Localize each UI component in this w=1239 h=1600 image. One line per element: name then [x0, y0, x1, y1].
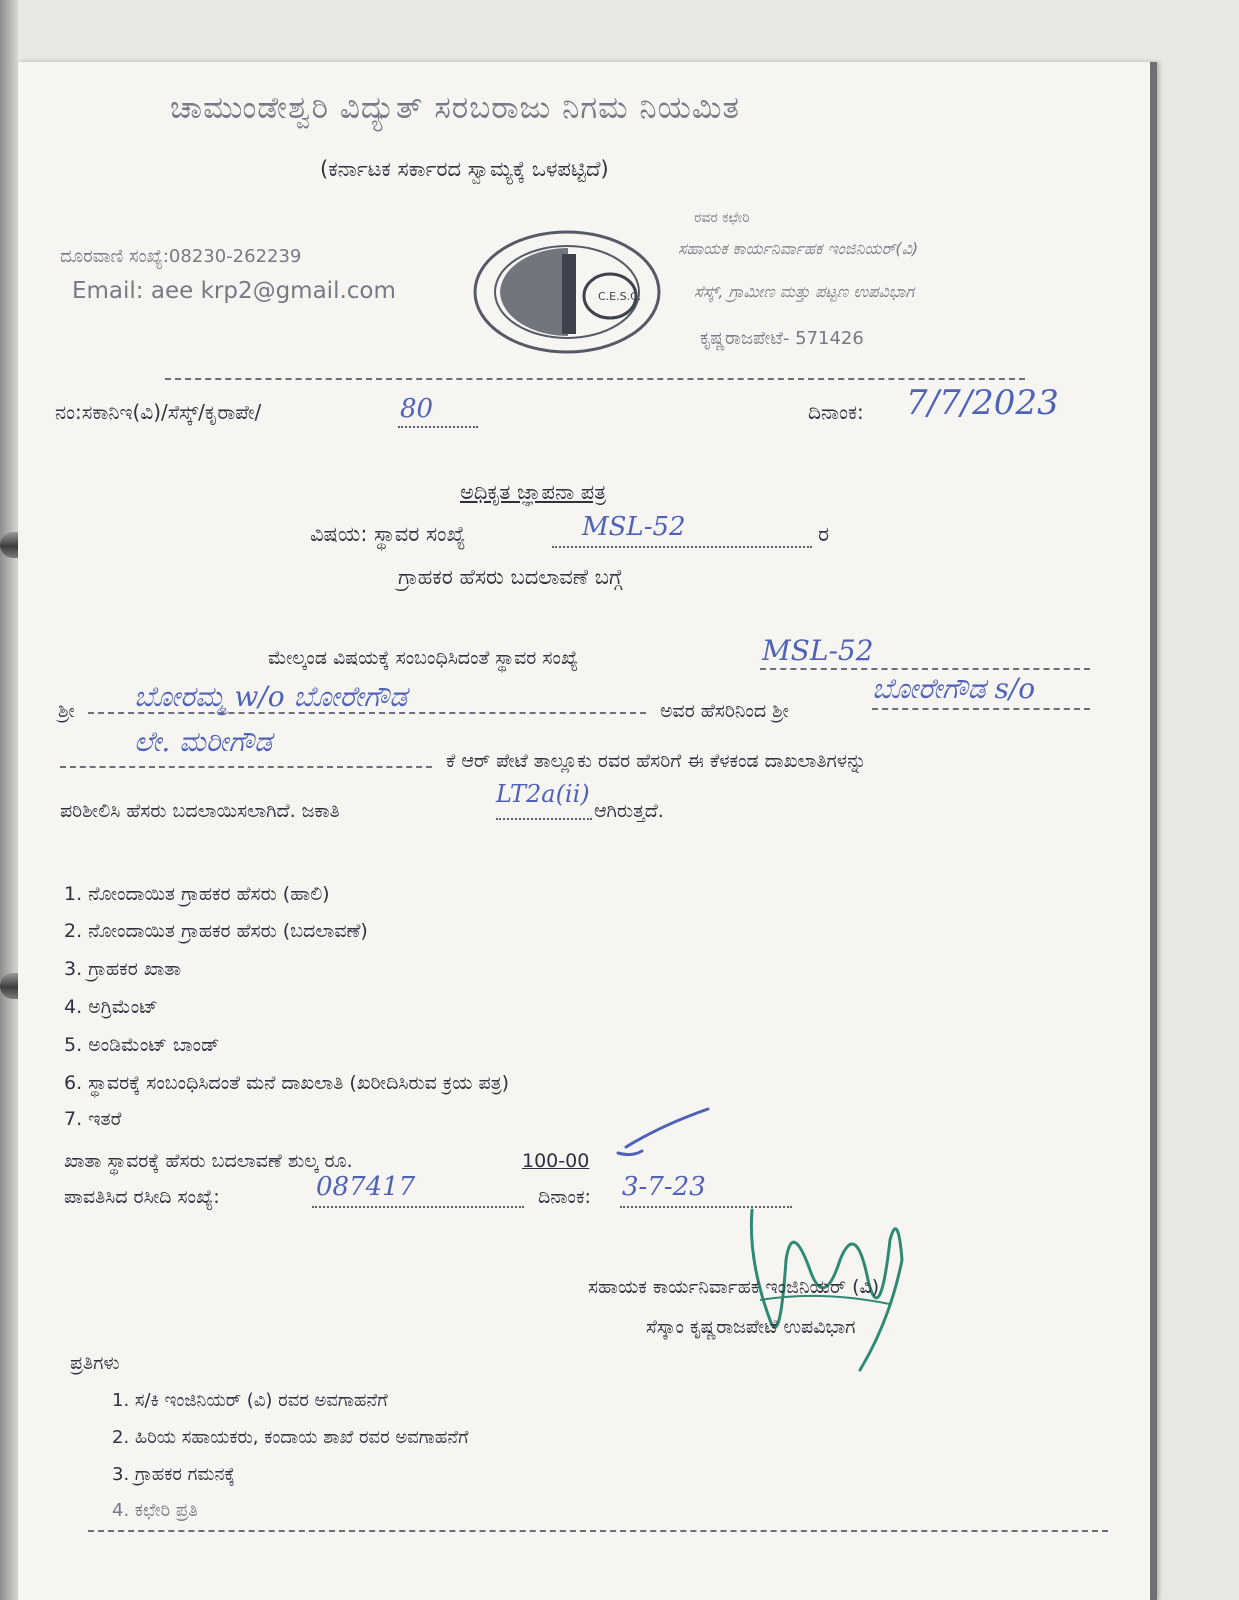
receipt-label: ಪಾವತಿಸಿದ ರಸೀದಿ ಸಂಖ್ಯೆ: [64, 1186, 220, 1208]
body-middle-text: ಅವರ ಹೆಸರಿನಿಂದ ಶ್ರೀ [660, 700, 789, 722]
copy-item: 4. ಕಛೇರಿ ಪ್ರತಿ [112, 1500, 198, 1521]
new-name-2-dash [60, 766, 432, 768]
body-line-3-start: ಪರಿಶೀಲಿಸಿ ಹೆಸರು ಬದಲಾಯಿಸಲಾಗಿದೆ. ಜಕಾತಿ [60, 800, 340, 822]
org-name: ಚಾಮುಂಡೇಶ್ವರಿ ವಿದ್ಯುತ್ ಸರಬರಾಜು ನಿಗಮ ನಿಯಮಿತ [170, 90, 740, 126]
body-line-1-dash [760, 668, 1090, 670]
receipt-dotted-line [312, 1206, 524, 1208]
cesc-logo [470, 226, 665, 356]
document-item: 7. ಇತರೆ [64, 1108, 122, 1130]
email-address: Email: aee krp2@gmail.com [72, 278, 396, 304]
date-label: ದಿನಾಂಕ: [808, 400, 864, 424]
receipt-number: 087417 [316, 1172, 416, 1202]
new-name-dash [872, 708, 1090, 710]
new-consumer-name-line-2: ಲೇ. ಮರೀಗೌಡ [134, 725, 273, 758]
office-label: ರವರ ಕಛೇರಿ [694, 210, 750, 226]
fee-amount: 100-00 [522, 1150, 590, 1172]
subject-label: ವಿಷಯ: ಸ್ಥಾವರ ಸಂಖ್ಯೆ [310, 522, 466, 546]
body-line-1: ಮೇಲ್ಕಂಡ ವಿಷಯಕ್ಕೆ ಸಂಬಂಧಿಸಿದಂತೆ ಸ್ಥಾವರ ಸಂಖ್ಯೆ [268, 647, 579, 669]
old-consumer-name: ಬೋರಮ್ಮ w/o ಬೋರೇಗೌಡ [134, 680, 408, 713]
signatory-designation: ಸಹಾಯಕ ಕಾರ್ಯನಿರ್ವಾಹಕ ಇಂಜಿನಿಯರ್ (ವಿ) [588, 1276, 880, 1298]
signatory-office: ಸೆಸ್ಕಾಂ ಕೃಷ್ಣರಾಜಪೇಟೆ ಉಪವಿಭಾಗ [646, 1316, 856, 1338]
footer-divider [88, 1530, 1108, 1532]
check-mark-icon [612, 1105, 712, 1165]
date-value: 7/7/2023 [906, 383, 1059, 423]
document-item: 1. ನೋಂದಾಯಿತ ಗ್ರಾಹಕರ ಹೆಸರು (ಹಾಲಿ) [64, 883, 330, 905]
document-item: 3. ಗ್ರಾಹಕರ ಖಾತಾ [64, 958, 182, 980]
body-line-3-end: ಆಗಿರುತ್ತದೆ. [594, 800, 664, 822]
office-line-1: ಸಹಾಯಕ ಕಾರ್ಯನಿರ್ವಾಹಕ ಇಂಜಿನಿಯರ್(ವಿ) [678, 239, 919, 258]
document-item: 4. ಅಗ್ರಿಮೆಂಟ್ [64, 996, 158, 1018]
subject-installation-number: MSL-52 [582, 512, 686, 542]
document-item: 5. ಅಂಡಿಮೆಂಟ್ ಬಾಂಡ್ [64, 1034, 220, 1056]
receipt-date-label: ದಿನಾಂಕ: [538, 1186, 591, 1208]
memo-heading: ಅಧಿಕೃತ ಜ್ಞಾಪನಾ ಪತ್ರ [460, 480, 607, 504]
subject-line-2: ಗ್ರಾಹಕರ ಹೆಸರು ಬದಲಾವಣೆ ಬಗ್ಗೆ [398, 565, 623, 589]
office-line-3: ಕೃಷ್ಣರಾಜಪೇಟೆ- 571426 [700, 328, 864, 349]
tariff-dotted-line [496, 818, 592, 820]
org-subtitle: (ಕರ್ನಾಟಕ ಸರ್ಕಾರದ ಸ್ವಾಮ್ಯಕ್ಕೆ ಒಳಪಟ್ಟಿದೆ) [320, 157, 609, 181]
phone-number: ದೂರವಾಣಿ ಸಂಖ್ಯೆ:08230-262239 [60, 246, 302, 267]
body-line-2-text: ಕೆ ಆರ್ ಪೇಟೆ ತಾಲ್ಲೂಕು ರವರ ಹೆಸರಿಗೆ ಈ ಕೆಳಕಂಡ ದಾಖಲಾತಿಗಳನ್ನು [446, 750, 867, 772]
reference-dotted-line [398, 426, 478, 428]
document-item: 6. ಸ್ಥಾವರಕ್ಕೆ ಸಂಬಂಧಿಸಿದಂತೆ ಮನೆ ದಾಖಲಾತಿ (ಖರೀದಿಸಿರುವ ಕ್ರಯ ಪತ್ರ) [64, 1072, 510, 1094]
binder-edge [0, 0, 18, 1600]
subject-suffix: ರ [818, 522, 830, 546]
copy-item: 3. ಗ್ರಾಹಕರ ಗಮನಕ್ಕೆ [112, 1464, 235, 1485]
sri-prefix-1: ಶ್ರೀ [58, 700, 75, 722]
logo-ring-text: C.E.S.C. [598, 290, 642, 303]
copies-heading: ಪ್ರತಿಗಳು [70, 1352, 120, 1374]
new-consumer-name: ಬೋರೇಗೌಡ s/o [872, 672, 1036, 705]
subject-dotted-line [552, 546, 812, 548]
office-line-2: ಸೆಸ್ಕ್, ಗ್ರಾಮೀಣ ಮತ್ತು ಪಟ್ಟಣ ಉಪವಿಭಾಗ [694, 282, 914, 301]
copy-item: 1. ಸ/ಕಿ ಇಂಜಿನಿಯರ್ (ವಿ) ರವರ ಅವಗಾಹನೆಗೆ [112, 1390, 388, 1411]
copy-item: 2. ಹಿರಿಯ ಸಹಾಯಕರು, ಕಂದಾಯ ಶಾಖೆ ರವರ ಅವಗಾಹನೆಗೆ [112, 1427, 469, 1448]
reference-label: ನಂ:ಸಕಾನಿಇ(ವಿ)/ಸೆಸ್ಕ್/ಕೃರಾಪೇ/ [55, 400, 262, 424]
fee-label: ಖಾತಾ ಸ್ಥಾವರಕ್ಕೆ ಹೆಸರು ಬದಲಾವಣೆ ಶುಲ್ಕ ರೂ. [64, 1150, 353, 1172]
reference-number: 80 [400, 394, 434, 424]
document-item: 2. ನೋಂದಾಯಿತ ಗ್ರಾಹಕರ ಹೆಸರು (ಬದಲಾವಣೆ) [64, 920, 368, 942]
body-installation-number: MSL-52 [762, 634, 874, 667]
header-divider [165, 378, 1025, 380]
receipt-date: 3-7-23 [622, 1172, 706, 1202]
tariff-value: LT2a(ii) [496, 780, 590, 808]
